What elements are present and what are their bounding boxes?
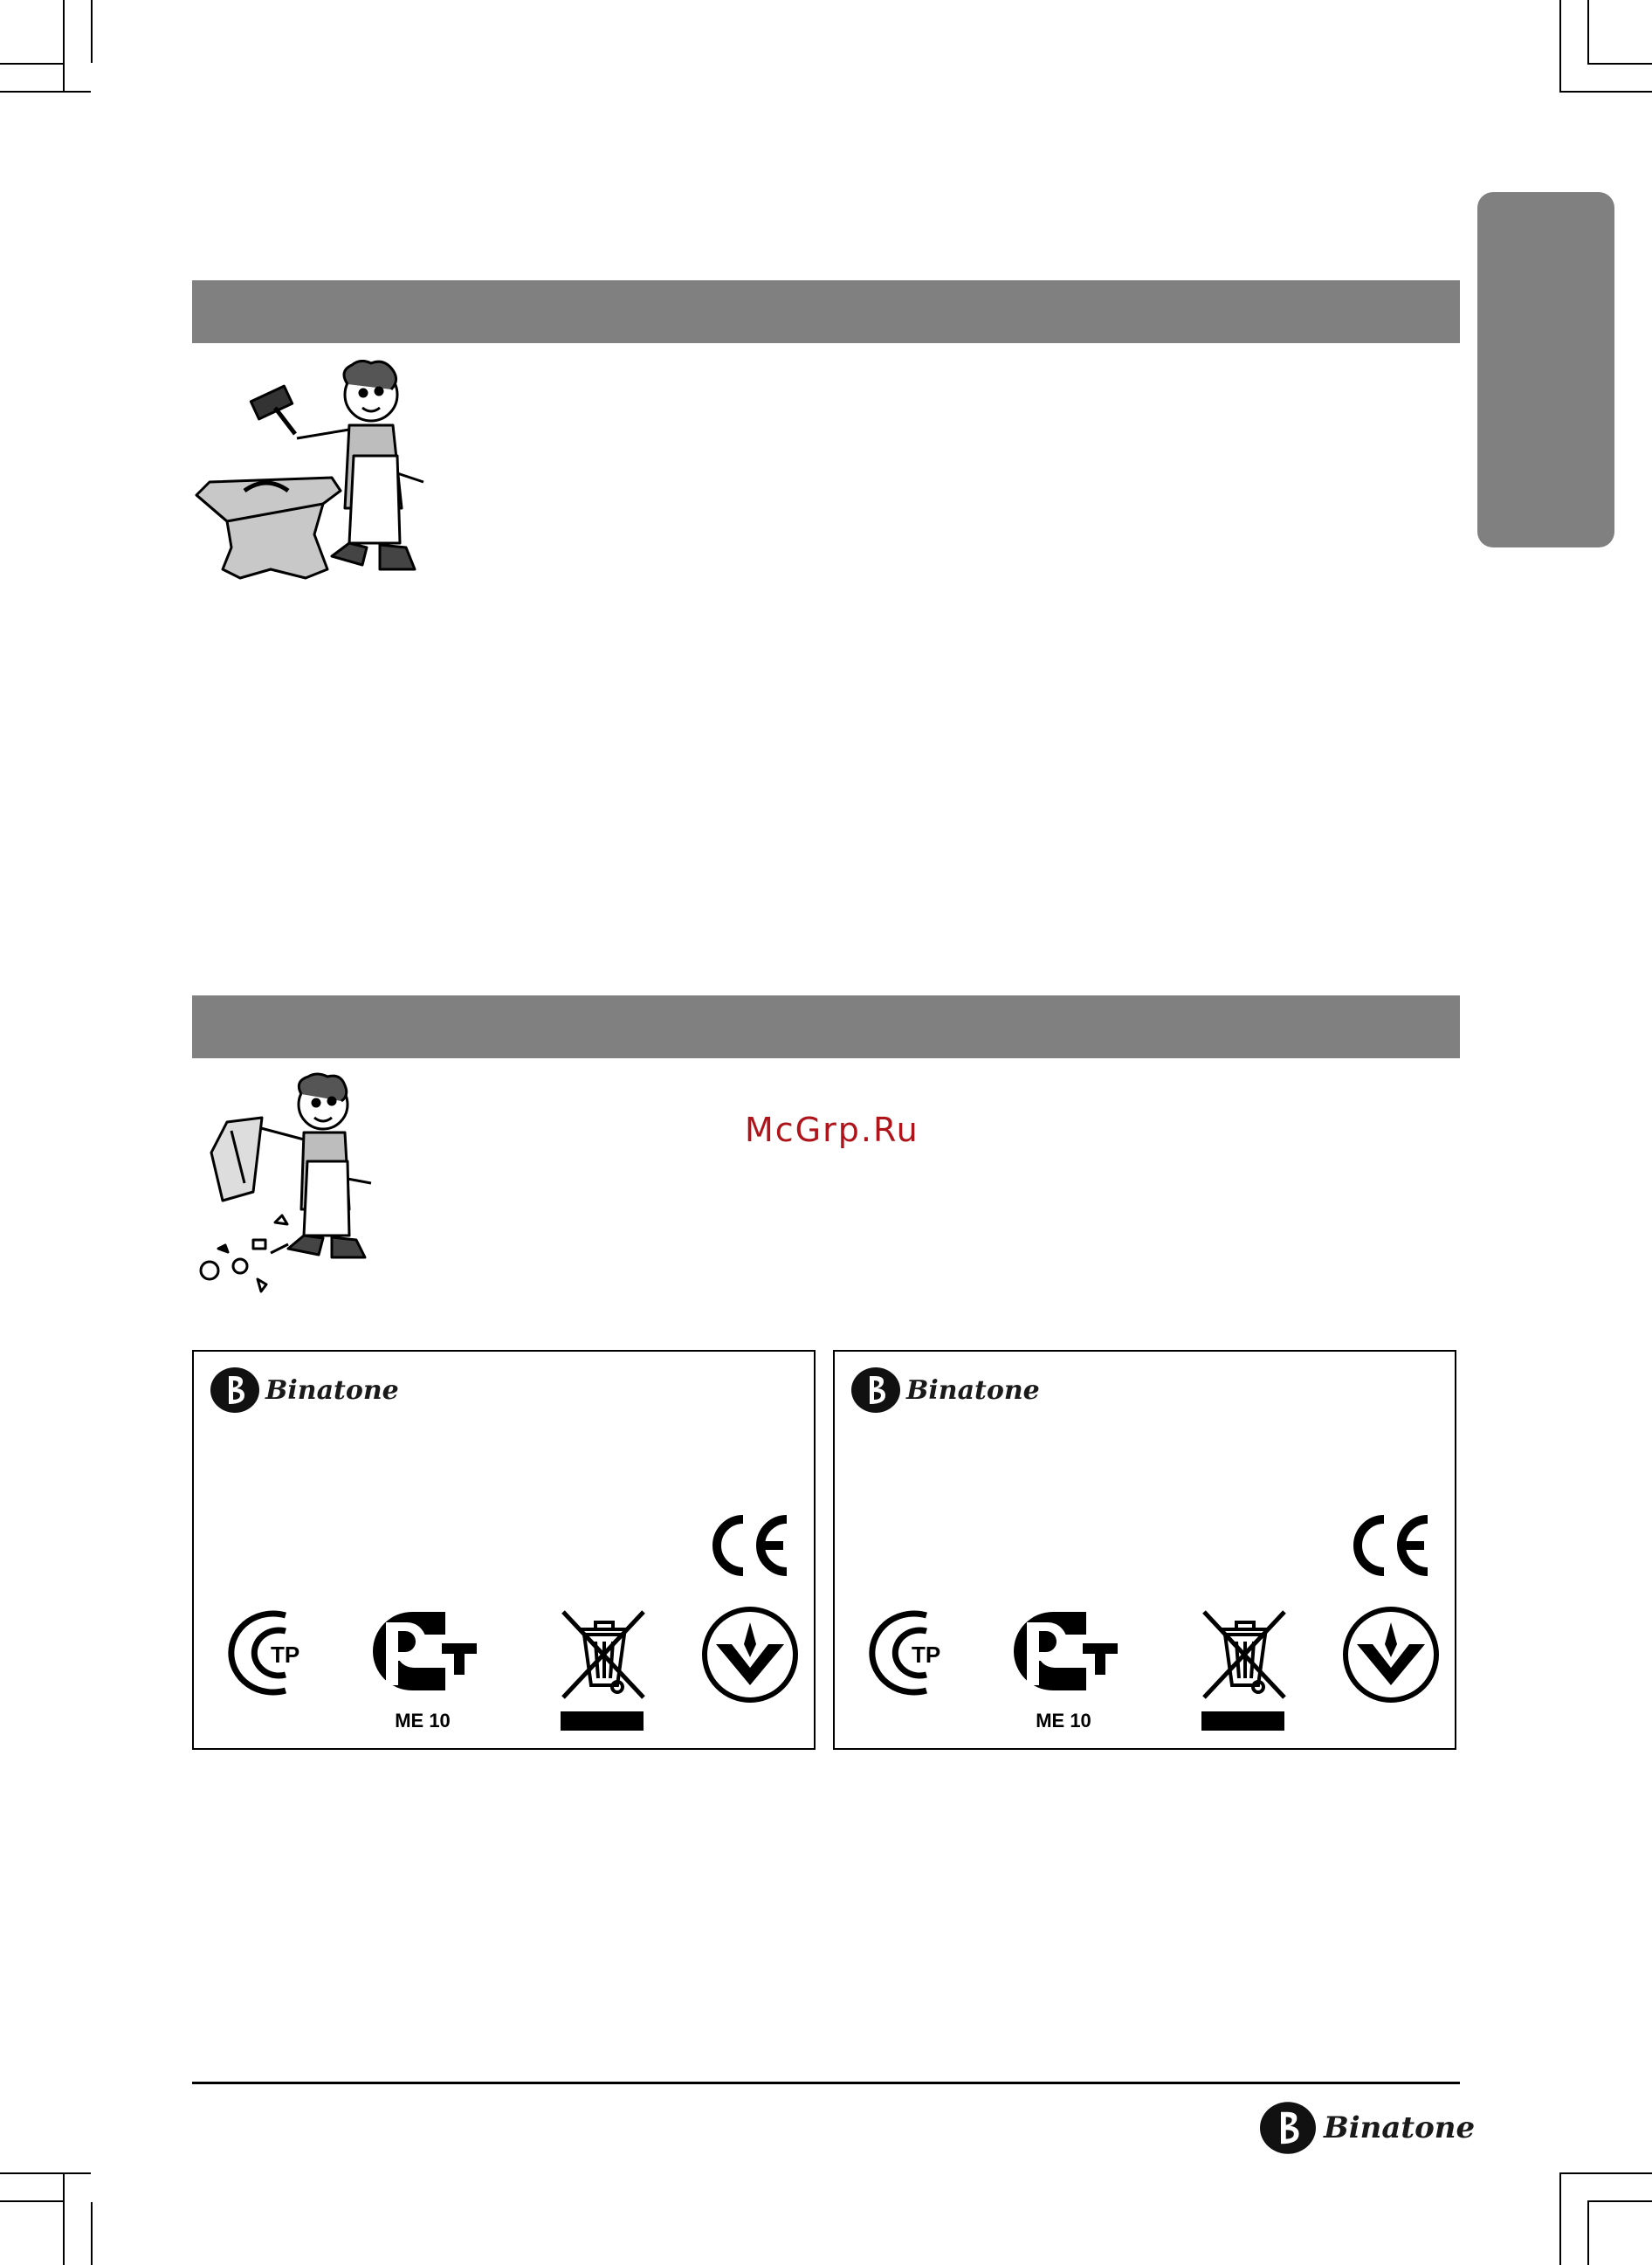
crop-mark [0, 2172, 91, 2174]
crop-mark [0, 63, 63, 65]
crop-mark [63, 2174, 65, 2265]
rst-gost-mark-icon [368, 1605, 482, 1701]
certification-marks [211, 1605, 796, 1736]
crop-mark [1559, 91, 1652, 93]
brand-name: Binatone [906, 1374, 1040, 1406]
language-side-tab [1477, 192, 1614, 547]
binatone-b-mark-icon [210, 1366, 260, 1415]
crop-mark [1587, 2202, 1589, 2265]
crop-mark [63, 0, 65, 91]
ukrsepro-mark-icon [700, 1605, 801, 1705]
crop-mark [0, 2200, 63, 2202]
section-header-bar [192, 280, 1460, 343]
section-header-bar [192, 995, 1460, 1058]
crop-mark [91, 0, 93, 63]
ce-mark-icon [1346, 1514, 1433, 1577]
eac-ctr-mark-icon [211, 1605, 316, 1701]
rst-code: ME 10 [395, 1710, 451, 1731]
footer-brand-name: Binatone [1324, 2110, 1476, 2145]
svg-text:ТР: ТР [912, 1642, 941, 1668]
weee-bin-icon [1197, 1605, 1293, 1736]
crop-mark [1559, 2172, 1652, 2174]
recycling-man-illustration [192, 1070, 393, 1305]
crop-mark [1587, 2200, 1652, 2202]
crop-mark [91, 2202, 93, 2265]
binatone-logo [850, 1366, 1040, 1415]
rating-label-2 [833, 1350, 1456, 1750]
rst-gost-mark-icon [1009, 1605, 1123, 1701]
svg-text:ТР: ТР [271, 1642, 300, 1668]
eac-ctr-mark-icon [852, 1605, 957, 1701]
blacksmith-illustration [192, 360, 441, 591]
weee-bin-icon [556, 1605, 652, 1736]
crop-mark [1587, 0, 1589, 63]
crop-mark [0, 91, 91, 93]
crop-mark [1559, 2174, 1561, 2265]
crop-mark [1587, 63, 1652, 65]
crop-mark [1559, 0, 1561, 91]
watermark-text: McGrp.Ru [745, 1111, 919, 1149]
rating-label-1 [192, 1350, 816, 1750]
binatone-logo [210, 1366, 399, 1415]
brand-name: Binatone [265, 1374, 399, 1406]
rst-code: ME 10 [1036, 1710, 1091, 1731]
binatone-b-mark-icon [1257, 2100, 1318, 2156]
binatone-b-mark-icon [850, 1366, 901, 1415]
ukrsepro-mark-icon [1341, 1605, 1442, 1705]
footer-rule [192, 2082, 1460, 2084]
footer-binatone-logo [1257, 2100, 1475, 2156]
certification-marks [852, 1605, 1437, 1736]
ce-mark-icon [705, 1514, 792, 1577]
